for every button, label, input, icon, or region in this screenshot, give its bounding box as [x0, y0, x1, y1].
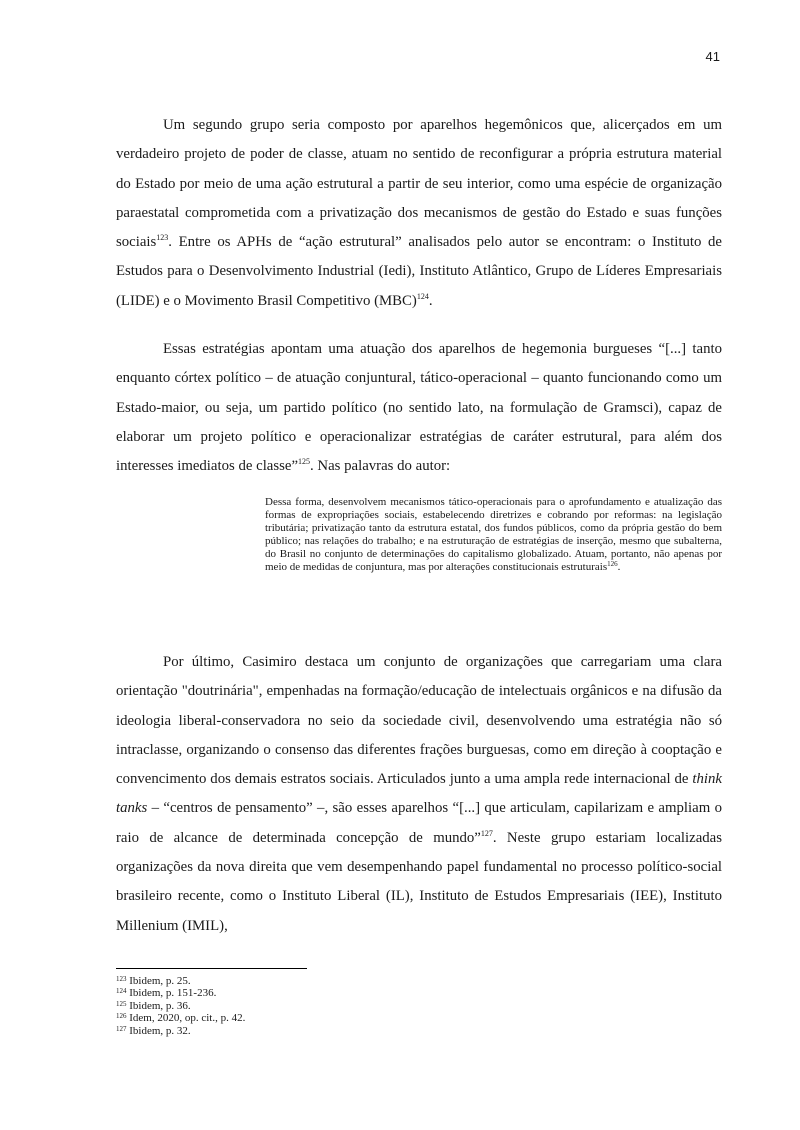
footnote-123 [116, 975, 245, 987]
footnote-text: Ibidem, p. 36. [126, 999, 191, 1012]
quote-text-end: . [617, 560, 621, 573]
footnote-separator [116, 968, 307, 969]
paragraph-organizacoes-doutrinarias [116, 648, 722, 941]
footnote-number: 127 [116, 1024, 127, 1033]
footnote-ref-124[interactable]: 124 [416, 291, 429, 301]
footnote-ref-123[interactable]: 123 [156, 233, 169, 243]
footnote-ref-127[interactable]: 127 [480, 828, 493, 838]
paragraph-text: Por último, Casimiro destaca um conjunto de organizações que carregariam uma clara orientação "doutrinária", empenhadas na formação/educação de intelectuais orgânicos e na difusão da ideologia liberal-conservadora no seio da sociedade civil, desenvolvendo uma estratégia não só intraclasse, organizando o consenso das diferentes frações burguesas, como em direção à cooptação e convencimento dos demais estratos sociais. Articulados junto a uma ampla rede internacional de [116, 654, 722, 788]
footnote-number: 126 [116, 1012, 127, 1021]
quote-text: Dessa forma, desenvolvem mecanismos tático-operacionais para o aprofundamento e atualização das formas de expropriações sociais, estabelecendo diretrizes e cobrando por reformas: na legislação tributária; privatização tanto da estrutura estatal, dos fundos públicos, como da própria gestão do bem público; nas relações do trabalho; e na estruturação de estratégias de inserção, mesmo que subalterna, do Brasil no conjunto de determinações do capitalismo globalizado. Atuam, portanto, não apenas por meio de medidas de conjuntura, mas por alterações constitucionais estruturais [265, 496, 722, 573]
footnote-text: Ibidem, p. 25. [126, 975, 191, 987]
paragraph-text: . Nas palavras do autor: [310, 458, 451, 475]
paragraph-aparelhos-acao-estrutural [116, 111, 722, 316]
paragraph-text: – “centros de pensamento” –, são esses aparelhos “[...] que articulam, capilarizam e ampliam o raio de alcance de determinada concepção de mundo” [116, 800, 722, 846]
footnote-number: 125 [116, 999, 127, 1008]
footnote-ref-125[interactable]: 125 [298, 457, 311, 467]
footnote-124 [116, 987, 245, 999]
footnote-text: Ibidem, p. 151-236. [126, 987, 217, 1000]
paragraph-text: Um segundo grupo seria composto por aparelhos hegemônicos que, alicerçados em um verdadeiro projeto de poder de classe, atuam no sentido de reconfigurar a própria estrutura material do Estado por meio de uma ação estrutural a partir de seu interior, como uma espécie de organização paraestatal comprometida com a privatização dos mecanismos de gestão do Estado e suas funções sociais [116, 117, 722, 251]
paragraph-estrategias [116, 335, 722, 481]
footnotes [116, 975, 245, 1037]
italic-term: think tanks [116, 771, 722, 817]
page-number: 41 [705, 49, 720, 64]
footnote-text: Idem, 2020, op. cit., p. 42. [126, 1012, 246, 1025]
paragraph-text: . [428, 292, 433, 309]
footnote-text: Ibidem, p. 32. [126, 1024, 191, 1037]
footnote-127 [116, 1025, 245, 1037]
footnote-125 [116, 1000, 245, 1012]
paragraph-text: . Entre os APHs de “ação estrutural” analisados pelo autor se encontram: o Instituto de Estudos para o Desenvolvimento Industrial (Iedi), Instituto Atlântico, Grupo de Líderes Empresariais (LIDE) e o Movimento Brasil Competitivo (MBC) [116, 234, 722, 309]
footnote-number: 123 [116, 975, 127, 983]
footnote-ref-126[interactable]: 126 [607, 559, 618, 568]
footnote-126 [116, 1012, 245, 1024]
footnote-number: 124 [116, 987, 127, 996]
paragraph-text: Essas estratégias apontam uma atuação dos aparelhos de hegemonia burgueses “[...] tanto enquanto córtex político – de atuação conjuntural, tático-operacional – quanto funcionando como um Estado-maior, ou seja, um partido político (no sentido lato, na formulação de Gramsci), capaz de elaborar um projeto político e operacionalizar estratégias de caráter estrutural, para além dos interesses imediatos de classe” [116, 341, 722, 475]
paragraph-text: . Neste grupo estariam localizadas organizações da nova direita que vem desempenhando papel fundamental no processo político-social brasileiro recente, como o Instituto Liberal (IL), Instituto de Estudos Empresariais (IEE), Instituto Millenium (IMIL), [116, 829, 722, 934]
block-quote [265, 496, 722, 573]
